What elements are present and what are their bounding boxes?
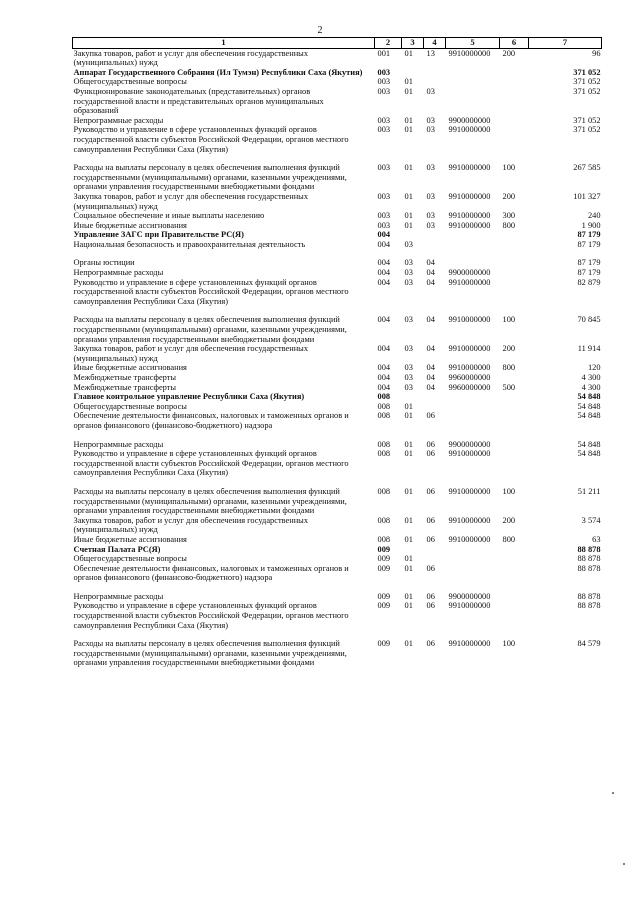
row-expense-type: 500 [502,382,516,392]
row-expense-type [500,278,529,307]
row-admin-code: 003 [377,67,391,77]
row-subsection-code: 03 [426,86,435,96]
row-name: Иные бюджетные ассигнования [73,534,187,544]
row-expense-type [500,402,529,412]
row-admin-code: 008 [377,534,391,544]
row-amount: 82 879 [577,277,601,287]
table-row [73,268,602,278]
row-expense-type [500,240,529,250]
row-target-article [446,258,500,268]
table-row [73,230,602,240]
row-section-code [402,230,424,240]
spacer-cell [73,306,602,315]
spacer-cell [73,249,602,258]
row-name: Расходы на выплаты персоналу в целях обеспечения выполнения функций государственными (муниципальными) органами, казенными учреждениями, органами управления государственными внебюджетными фондами [73,315,347,344]
row-section-code: 01 [404,163,413,173]
row-amount: 4 300 [581,373,601,382]
row-admin-code: 004 [377,382,391,392]
row-subsection-code: 06 [426,639,435,649]
row-amount: 371 052 [573,115,601,125]
table-row [73,363,602,373]
row-section-code: 01 [404,125,413,135]
row-spacer [73,583,602,592]
scan-speck [623,863,625,865]
row-target-article [446,402,500,412]
table-row [73,516,602,535]
row-spacer [73,154,602,163]
row-name: Управление ЗАГС при Правительстве РС(Я) [73,230,244,240]
row-section-code: 01 [404,534,413,544]
row-section-code: 01 [404,554,413,564]
row-amount: 96 [592,48,601,58]
row-subsection-code: 06 [426,534,435,544]
row-amount: 4 300 [581,382,601,392]
row-amount: 88 878 [577,563,601,573]
row-name: Иные бюджетные ассигнования [73,220,187,230]
row-expense-type: 100 [502,639,516,649]
row-subsection-code: 03 [426,191,435,201]
row-name: Общегосударственные вопросы [73,77,187,87]
spacer-cell [73,478,602,487]
row-amount: 3 574 [581,515,601,525]
row-admin-code: 008 [377,392,391,402]
row-section-code: 01 [404,486,413,496]
table-row [73,564,602,583]
row-amount: 11 914 [577,344,601,354]
row-target-article: 9910000000 [448,363,491,373]
row-target-article [446,240,500,250]
row-name: Общегосударственные вопросы [73,554,187,564]
row-amount: 101 327 [573,191,601,201]
row-expense-type [500,87,529,116]
row-admin-code: 009 [377,639,391,649]
table-row [73,163,602,192]
row-target-article: 9910000000 [448,601,491,611]
row-amount: 88 878 [577,591,601,601]
header-col-4: 4 [424,38,446,49]
row-subsection-code: 06 [426,591,435,601]
spacer-cell [73,154,602,163]
row-target-article: 9910000000 [448,220,491,230]
row-target-article: 9910000000 [448,211,491,221]
row-amount: 120 [587,363,601,373]
row-subsection-code: 06 [426,439,435,449]
row-name: Руководство и управление в сфере установленных функций органов государственной власти субъектов Российской Федерации, органов местного самоуправления Республики Саха (Якутия) [73,449,349,478]
row-admin-code: 008 [377,515,391,525]
table-row [73,68,602,78]
row-admin-code: 004 [377,230,391,240]
row-expense-type [500,440,529,450]
row-section-code: 03 [404,363,413,373]
row-admin-code: 003 [377,115,391,125]
row-name: Главное контрольное управление Республики Саха (Якутия) [73,392,305,402]
row-admin-code: 008 [377,411,391,421]
row-expense-type [500,116,529,126]
row-section-code: 03 [404,268,413,278]
header-col-5: 5 [446,38,500,49]
row-name: Межбюджетные трансферты [73,382,177,392]
row-admin-code: 003 [377,220,391,230]
row-name: Закупка товаров, работ и услуг для обеспечения государственных (муниципальных) нужд [73,191,309,211]
row-subsection-code [424,554,446,564]
row-subsection-code: 06 [426,601,435,611]
row-target-article: 9910000000 [448,315,491,325]
row-subsection-code: 04 [426,277,435,287]
row-admin-code: 009 [377,544,391,554]
row-expense-type [500,268,529,278]
row-section-code: 03 [404,373,413,382]
row-subsection-code [424,230,446,240]
row-section-code: 03 [404,258,413,268]
row-section-code [402,545,424,555]
row-subsection-code: 06 [426,486,435,496]
row-section-code: 01 [404,639,413,649]
row-subsection-code: 03 [426,163,435,173]
row-target-article: 9900000000 [448,591,491,601]
row-name: Органы юстиции [73,258,135,268]
row-amount: 371 052 [573,86,601,96]
row-section-code: 01 [404,449,413,459]
row-expense-type: 800 [502,363,516,373]
table-row [73,192,602,211]
budget-table [72,37,602,668]
row-amount: 51 211 [577,486,601,496]
row-amount: 87 179 [577,268,601,278]
row-expense-type: 200 [502,515,516,525]
row-expense-type: 300 [502,211,516,221]
row-subsection-code: 03 [426,125,435,135]
row-expense-type [500,68,529,78]
row-name: Счетная Палата РС(Я) [73,544,161,554]
row-target-article: 9910000000 [448,191,491,201]
row-admin-code: 004 [377,258,391,268]
row-amount: 54 848 [577,439,601,449]
table-row [73,383,602,393]
row-subsection-code: 13 [426,48,435,58]
row-name: Общегосударственные вопросы [73,401,187,411]
row-target-article: 9910000000 [448,163,491,173]
row-target-article [446,392,500,402]
table-row [73,535,602,545]
row-subsection-code: 04 [426,344,435,354]
table-row [73,221,602,231]
row-subsection-code: 06 [426,449,435,459]
row-name: Функционирование законодательных (представительных) органов государственной власти и представительных органов муниципальных образований [73,86,324,116]
row-admin-code: 009 [377,554,391,564]
row-target-article: 9910000000 [448,449,491,459]
row-spacer [73,630,602,639]
row-target-article: 9910000000 [448,48,491,58]
row-admin-code: 003 [377,125,391,135]
row-section-code: 01 [404,48,413,58]
row-section-code: 01 [404,86,413,96]
row-amount: 1 900 [581,220,601,230]
row-spacer [73,478,602,487]
row-admin-code: 004 [377,315,391,325]
row-name: Аппарат Государственного Собрания (Ил Тумэн) Республики Саха (Якутия) [73,67,363,77]
page-number: 2 [317,25,323,36]
row-target-article: 9910000000 [448,515,491,525]
row-expense-type [500,545,529,555]
header-col-7: 7 [529,38,602,49]
table-body [73,48,602,668]
row-admin-code: 009 [377,601,391,611]
row-amount: 88 878 [577,554,601,564]
row-target-article: 9900000000 [448,268,491,278]
row-subsection-code [424,402,446,412]
table-row [73,125,602,154]
row-expense-type [500,77,529,87]
row-subsection-code [424,392,446,402]
row-admin-code: 004 [377,373,391,382]
row-name: Непрограммные расходы [73,439,164,449]
row-target-article: 9960000000 [448,373,491,382]
row-name: Непрограммные расходы [73,591,164,601]
row-subsection-code: 04 [426,373,435,382]
row-section-code: 01 [404,411,413,421]
row-name: Руководство и управление в сфере установленных функций органов государственной власти субъектов Российской Федерации, органов местного самоуправления Республики Саха (Якутия) [73,125,349,154]
row-expense-type [500,601,529,630]
row-target-article: 9910000000 [448,125,491,135]
row-admin-code: 004 [377,268,391,278]
header-col-3: 3 [402,38,424,49]
row-amount: 87 179 [577,258,601,268]
row-expense-type [500,411,529,430]
row-name: Закупка товаров, работ и услуг для обеспечения государственных (муниципальных) нужд [73,48,309,68]
row-admin-code: 009 [377,563,391,573]
row-section-code: 01 [404,563,413,573]
table-row [73,315,602,344]
row-target-article [446,230,500,240]
row-target-article [446,564,500,583]
row-admin-code: 008 [377,439,391,449]
spacer-cell [73,630,602,639]
row-section-code: 01 [404,115,413,125]
row-target-article: 9910000000 [448,277,491,287]
table-row [73,87,602,116]
header-col-6: 6 [500,38,529,49]
row-section-code: 03 [404,277,413,287]
header-col-1: 1 [73,38,375,49]
row-name: Межбюджетные трансферты [73,373,177,382]
row-amount: 88 878 [577,544,601,554]
row-subsection-code: 06 [426,515,435,525]
row-expense-type: 200 [502,48,516,58]
row-amount: 87 179 [577,230,601,240]
row-expense-type: 800 [502,534,516,544]
row-expense-type [500,373,529,383]
row-name: Национальная безопасность и правоохранительная деятельность [73,239,306,249]
row-amount: 240 [587,211,601,221]
row-section-code: 03 [404,315,413,325]
row-subsection-code: 04 [426,315,435,325]
table-row [73,373,602,383]
row-expense-type [500,258,529,268]
row-subsection-code: 03 [426,220,435,230]
row-name: Расходы на выплаты персоналу в целях обеспечения выполнения функций государственными (муниципальными) органами, казенными учреждениями, органами управления государственными внебюджетными фондами [73,639,347,668]
row-section-code: 01 [404,515,413,525]
row-expense-type: 100 [502,315,516,325]
row-section-code: 01 [404,591,413,601]
row-target-article: 9910000000 [448,344,491,354]
row-amount: 54 848 [577,392,601,402]
table-row [73,411,602,430]
table-row [73,601,602,630]
row-subsection-code [424,68,446,78]
row-admin-code: 003 [377,86,391,96]
row-target-article: 9910000000 [448,534,491,544]
table-row [73,116,602,126]
table-row [73,440,602,450]
row-target-article [446,68,500,78]
row-admin-code: 004 [377,277,391,287]
row-amount: 88 878 [577,601,601,611]
header-col-2: 2 [375,38,402,49]
row-amount: 371 052 [573,67,601,77]
row-admin-code: 008 [377,401,391,411]
row-admin-code: 003 [377,163,391,173]
row-expense-type [500,564,529,583]
row-name: Закупка товаров, работ и услуг для обеспечения государственных (муниципальных) нужд [73,344,309,363]
row-name: Иные бюджетные ассигнования [73,363,187,373]
row-admin-code: 008 [377,486,391,496]
row-expense-type [500,392,529,402]
table-row [73,487,602,516]
row-section-code: 03 [404,382,413,392]
row-expense-type [500,230,529,240]
row-name: Непрограммные расходы [73,268,164,278]
row-spacer [73,306,602,315]
row-subsection-code: 03 [426,211,435,221]
table-row [73,77,602,87]
row-expense-type [500,554,529,564]
row-amount: 63 [592,534,601,544]
row-admin-code: 003 [377,211,391,221]
row-section-code [402,68,424,78]
row-name: Обеспечение деятельности финансовых, налоговых и таможенных органов и органов финансового (финансово-бюджетного) надзора [73,411,349,430]
table-row [73,344,602,363]
row-admin-code: 004 [377,344,391,354]
table-row [73,639,602,668]
row-name: Непрограммные расходы [73,115,164,125]
row-expense-type: 200 [502,191,516,201]
table-row [73,258,602,268]
row-target-article [446,411,500,430]
row-admin-code: 009 [377,591,391,601]
row-section-code [402,392,424,402]
row-section-code: 01 [404,191,413,201]
row-expense-type: 200 [502,344,516,354]
row-subsection-code [424,240,446,250]
row-section-code: 01 [404,401,413,411]
row-section-code: 01 [404,601,413,611]
row-expense-type [500,125,529,154]
scan-speck [612,792,614,794]
row-target-article [446,87,500,116]
row-expense-type: 100 [502,163,516,173]
row-subsection-code: 03 [426,115,435,125]
table-header-row [73,38,602,49]
spacer-cell [73,431,602,440]
row-section-code: 03 [404,344,413,354]
row-subsection-code: 04 [426,363,435,373]
row-name: Руководство и управление в сфере установленных функций органов государственной власти субъектов Российской Федерации, органов местного самоуправления Республики Саха (Якутия) [73,601,349,630]
row-amount: 371 052 [573,125,601,135]
table-row [73,554,602,564]
row-section-code: 01 [404,220,413,230]
row-amount: 54 848 [577,411,601,421]
table-row [73,48,602,68]
row-name: Расходы на выплаты персоналу в целях обеспечения выполнения функций государственными (муниципальными) органами, казенными учреждениями, органами управления государственными внебюджетными фондами [73,163,347,192]
table-row [73,449,602,478]
row-admin-code: 004 [377,363,391,373]
row-admin-code: 008 [377,449,391,459]
row-subsection-code [424,77,446,87]
row-name: Социальное обеспечение и иные выплаты населению [73,211,265,221]
row-amount: 54 848 [577,401,601,411]
row-target-article: 9900000000 [448,115,491,125]
row-expense-type [500,592,529,602]
row-target-article: 9900000000 [448,439,491,449]
row-amount: 54 848 [577,449,601,459]
row-spacer [73,249,602,258]
row-expense-type: 800 [502,220,516,230]
table-row [73,211,602,221]
row-admin-code: 003 [377,77,391,87]
row-name: Руководство и управление в сфере установленных функций органов государственной власти субъектов Российской Федерации, органов местного самоуправления Республики Саха (Якутия) [73,277,349,306]
row-amount: 84 579 [577,639,601,649]
table-row [73,392,602,402]
row-name: Закупка товаров, работ и услуг для обеспечения государственных (муниципальных) нужд [73,515,309,535]
row-section-code: 01 [404,439,413,449]
row-amount: 371 052 [573,77,601,87]
row-admin-code: 001 [377,48,391,58]
table-row [73,402,602,412]
table-row [73,592,602,602]
row-section-code: 03 [404,239,413,249]
row-target-article [446,554,500,564]
row-name: Обеспечение деятельности финансовых, налоговых и таможенных органов и органов финансового (финансово-бюджетного) надзора [73,563,349,583]
row-target-article [446,77,500,87]
table-row [73,240,602,250]
row-expense-type [500,449,529,478]
row-target-article [446,545,500,555]
row-subsection-code: 04 [426,268,435,278]
row-target-article: 9960000000 [448,382,491,392]
row-expense-type: 100 [502,486,516,496]
row-admin-code: 004 [377,239,391,249]
row-subsection-code: 06 [426,411,435,421]
row-target-article: 9910000000 [448,486,491,496]
spacer-cell [73,583,602,592]
row-subsection-code [424,545,446,555]
row-spacer [73,431,602,440]
row-admin-code: 003 [377,191,391,201]
row-section-code: 01 [404,77,413,87]
row-amount: 267 585 [573,163,601,173]
row-amount: 87 179 [577,239,601,249]
row-subsection-code: 06 [426,563,435,573]
row-amount: 70 845 [577,315,601,325]
row-target-article: 9910000000 [448,639,491,649]
table-row [73,278,602,307]
row-section-code: 01 [404,211,413,221]
row-name: Расходы на выплаты персоналу в целях обеспечения выполнения функций государственными (муниципальными) органами, казенными учреждениями, органами управления государственными внебюджетными фондами [73,486,347,516]
row-subsection-code: 04 [426,382,435,392]
row-subsection-code: 04 [426,258,435,268]
table-row [73,545,602,555]
